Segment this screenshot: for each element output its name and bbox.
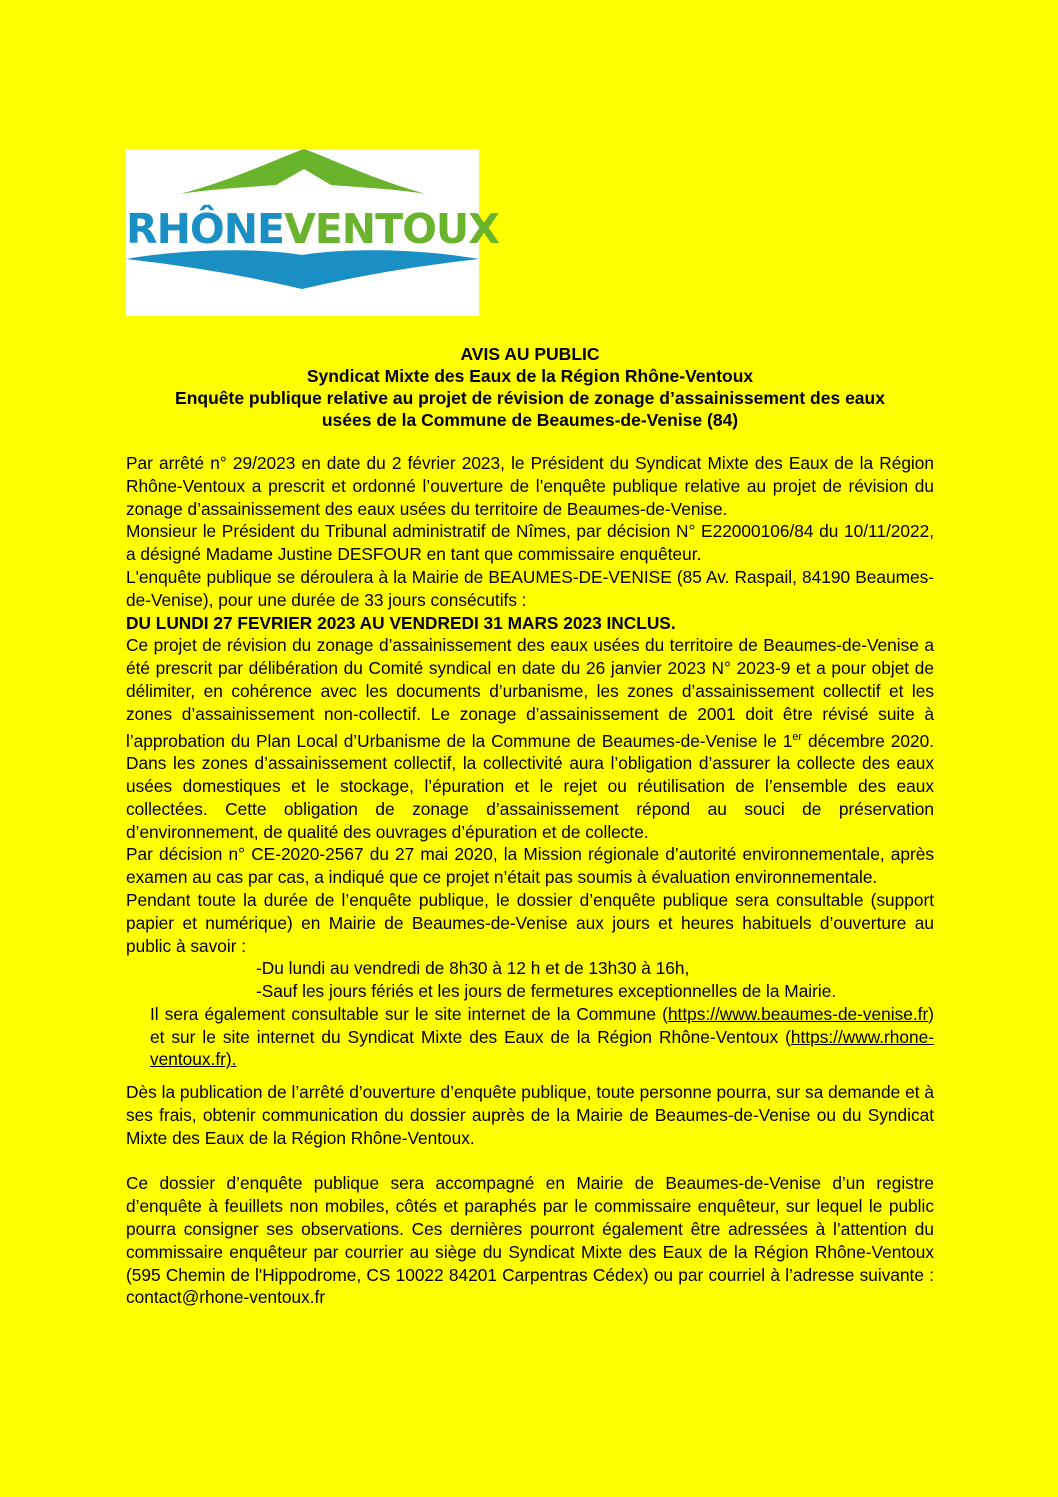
commune-website-link[interactable]: https://www.beaumes-de-venise.fr xyxy=(667,1003,929,1024)
syndicat-website-link[interactable]: https://www.rhone-ventoux.fr). xyxy=(150,1026,934,1070)
notice-body xyxy=(126,452,934,1309)
rhone-ventoux-logo xyxy=(126,149,499,316)
paragraph-publication: Dès la publication de l’arrêté d’ouverture d’enquête publique, toute personne pourra, sur sa demande et à ses frais, obtenir communication du dossier auprès de la Mairie de Beaumes-de-Venise ou du Syndicat Mixte des Eaux de la Région Rhône-Ventoux. xyxy=(126,1082,934,1148)
hours-line-1: -Du lundi au vendredi de 8h30 à 12 h et de 13h30 à 16h, xyxy=(256,958,690,979)
internet-text-b: ) et sur le site internet du Syndicat Mixte des Eaux de la Région Rhône-Ventoux ( xyxy=(150,1003,934,1047)
paragraph-decision: Par décision n° CE-2020-2567 du 27 mai 2020, la Mission régionale d’autorité environnementale, après examen au cas par cas, a indiqué que ce projet n’était pas soumis à évaluation environnementale. xyxy=(126,844,934,888)
internet-text-a: Il sera également consultable sur le site internet de la Commune ( xyxy=(150,1003,668,1024)
logo-word-ventoux: VENTOUX xyxy=(284,205,499,253)
paragraph-commissaire: Monsieur le Président du Tribunal administratif de Nîmes, par décision N° E22000106/84 du 10/11/2022, a désigné Madame Justine DESFOUR en tant que commissaire enquêteur. xyxy=(126,521,934,565)
paragraph-registre: Ce dossier d’enquête publique sera accompagné en Mairie de Beaumes-de-Venise d’un registre d’enquête à feuillets non mobiles, côtés et paraphés par le commissaire enquêteur, sur lequel le public pourra consigner ses observations. Ces dernières pourront également être adressées à l’attention du commissaire enquêteur par courrier au siège du Syndicat Mixte des Eaux de la Région Rhône-Ventoux (595 Chemin de l'Hippodrome, CS 10022 84201 Carpentras Cédex) ou par courriel à l’adresse suivante : contact@rhone-ventoux.fr xyxy=(126,1173,934,1308)
heading-line-1: AVIS AU PUBLIC xyxy=(460,344,600,364)
paragraph-projet xyxy=(126,634,934,843)
paragraph-lieu: L'enquête publique se déroulera à la Mairie de BEAUMES-DE-VENISE (85 Av. Raspail, 84190 Beaumes-de-Venise), pour une durée de 33 jours consécutifs : xyxy=(126,566,934,610)
hours-line-2: -Sauf les jours fériés et les jours de fermetures exceptionnelles de la Mairie. xyxy=(256,981,837,1002)
inquiry-dates: DU LUNDI 27 FEVRIER 2023 AU VENDREDI 31 MARS 2023 INCLUS. xyxy=(126,612,676,633)
heading-line-2: Syndicat Mixte des Eaux de la Région Rhône-Ventoux xyxy=(306,366,754,386)
projet-text-a: Ce projet de révision du zonage d’assainissement des eaux usées du territoire de Beaumes-de-Venise a été prescrit par délibération du Comité syndical en date du 26 janvier 2023 N° 2023-9 et a pour objet de délimiter, en cohérence avec les documents d’urbanisme, les zones d’assainissement collectif et les zones d’assainissement non-collectif. Le zonage d’assainissement de 2001 doit être révisé suite à l’approbation du Plan Local d’Urbanisme de la Commune de Beaumes-de-Venise le 1 xyxy=(126,635,934,751)
logo-wordmark xyxy=(126,205,499,253)
heading-line-4: usées de la Commune de Beaumes-de-Venise (84) xyxy=(321,410,739,430)
paragraph-consultation: Pendant toute la durée de l’enquête publique, le dossier d’enquête publique sera consultable (support papier et numérique) en Mairie de Beaumes-de-Venise aux jours et heures habituels d’ouverture au public à savoir : xyxy=(126,889,934,956)
projet-text-b: décembre 2020. Dans les zones d’assainissement collectif, la collectivité aura l’obligation d’assurer la collecte des eaux usées domestiques et le stockage, l’épuration et le rejet ou réutilisation de l’ensemble des eaux collectées. Cette obligation de zonage d’assainissement répond au souci de préservation d’environnement, de qualité des ouvrages d’épuration et de collecte. xyxy=(126,730,934,842)
notice-heading xyxy=(126,343,934,431)
paragraph-arrete: Par arrêté n° 29/2023 en date du 2 février 2023, le Président du Syndicat Mixte des Eaux de la Région Rhône-Ventoux a prescrit et ordonné l’ouverture de l’enquête publique relative au projet de révision du zonage d’assainissement des eaux usées du territoire de Beaumes-de-Venise. xyxy=(126,453,934,519)
heading-line-3: Enquête publique relative au projet de révision de zonage d’assainissement des eaux xyxy=(175,388,885,408)
projet-superscript: er xyxy=(792,730,803,743)
logo-word-rhone: RHÔNE xyxy=(126,205,285,253)
paragraph-internet xyxy=(126,1003,934,1071)
